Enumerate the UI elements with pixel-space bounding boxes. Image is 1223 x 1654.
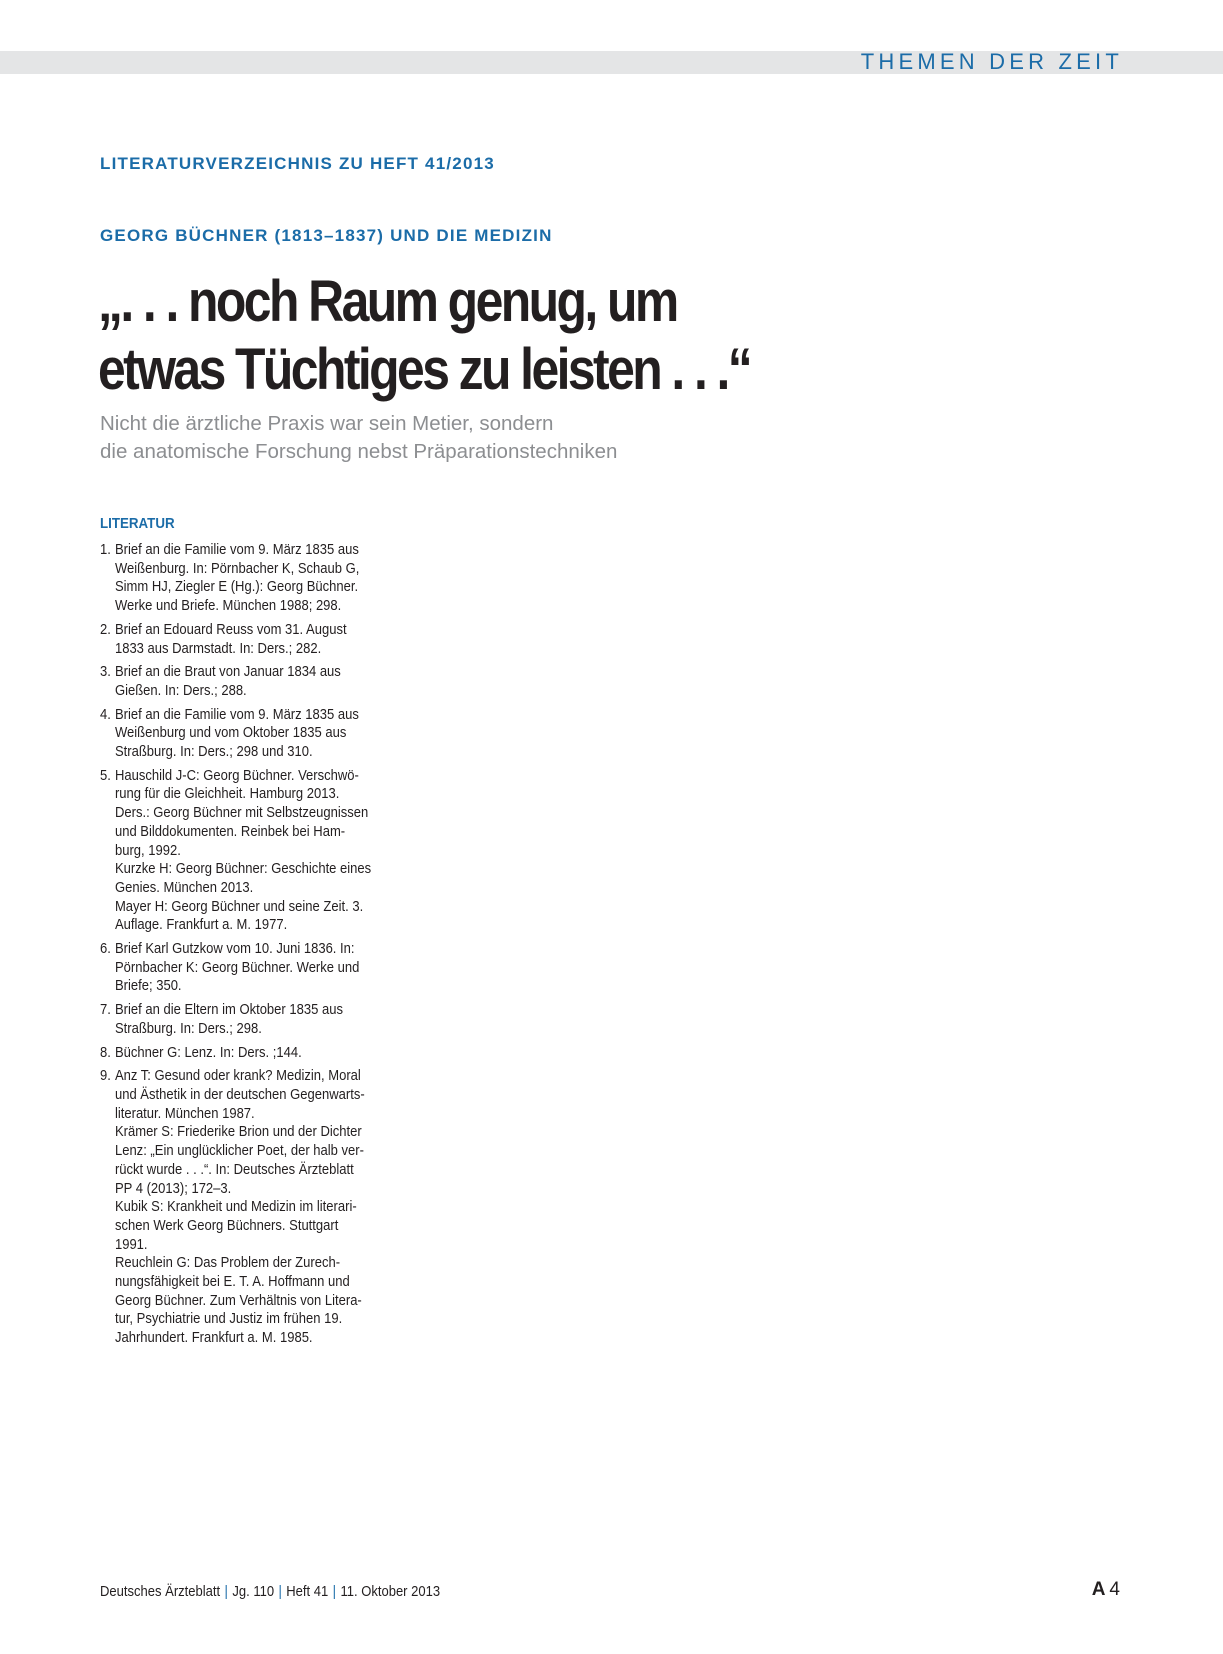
reference-item — [100, 541, 364, 616]
reference-number: 2. — [100, 621, 111, 638]
reference-number: 9. — [100, 1068, 111, 1085]
journal-issue: Heft 41 — [286, 1584, 329, 1600]
reference-text-line: literatur. München 1987. — [114, 1105, 255, 1122]
reference-text-line: Kurzke H: Georg Büchner: Geschichte eines — [114, 861, 372, 878]
reference-text-line: Brief an die Familie vom 9. März 1835 aus — [114, 542, 359, 558]
reference-text-line: Brief Karl Gutzkow vom 10. Juni 1836. In: — [114, 941, 355, 958]
reference-text-line: Brief an Edouard Reuss vom 31. August — [114, 621, 347, 638]
reference-list — [100, 541, 372, 1353]
reference-text-line: Brief an die Eltern im Oktober 1835 aus — [114, 1002, 343, 1019]
reference-text-line: Büchner G: Lenz. In: Ders. ;144. — [114, 1044, 302, 1061]
reference-text-line: und Ästhetik in der deutschen Gegenwarts- — [114, 1086, 365, 1103]
reference-text-line: rung für die Gleichheit. Hamburg 2013. — [114, 786, 340, 803]
topic-kicker: GEORG BÜCHNER (1813–1837) UND DIE MEDIZIN — [100, 226, 553, 245]
reference-number: 4. — [100, 706, 111, 723]
reference-text-line: Werke und Briefe. München 1988; 298. — [114, 598, 342, 615]
reference-text-line: und Bilddokumenten. Reinbek bei Ham- — [114, 823, 346, 840]
reference-text-line: Lenz: „Ein unglücklicher Poet, der halb ver- — [114, 1143, 364, 1160]
reference-text-line: Jahrhundert. Frankfurt a. M. 1985. — [114, 1330, 313, 1347]
journal-date: 11. Oktober 2013 — [340, 1584, 441, 1600]
subtitle-line: Nicht die ärztliche Praxis war sein Metier, sondern — [100, 412, 554, 435]
reference-text-line: nungsfähigkeit bei E. T. A. Hoffmann und — [114, 1274, 350, 1291]
reference-text-line: rückt wurde . . .“. In: Deutsches Ärzteblatt — [114, 1161, 354, 1178]
reference-text-line: Brief an die Familie vom 9. März 1835 aus — [114, 706, 359, 723]
footer-citation — [100, 1582, 440, 1602]
reference-number: 8. — [100, 1044, 111, 1061]
reference-text-line: Weißenburg. In: Pörnbacher K, Schaub G, — [114, 560, 360, 577]
page-number-value: 4 — [1109, 1579, 1120, 1600]
reference-text-line: 1991. — [114, 1236, 148, 1253]
reference-text-line: PP 4 (2013); 172–3. — [114, 1180, 232, 1197]
reference-text-line: burg, 1992. — [114, 842, 181, 859]
headline-line: „. . . noch Raum genug, um — [98, 269, 677, 334]
reference-text-line: Straßburg. In: Ders.; 298 und 310. — [114, 744, 313, 761]
reference-text-line: Brief an die Braut von Januar 1834 aus — [114, 664, 341, 681]
reference-item — [100, 767, 372, 935]
index-kicker: LITERATURVERZEICHNIS ZU HEFT 41/2013 — [100, 154, 495, 173]
reference-item — [100, 1067, 364, 1348]
subtitle — [100, 410, 617, 466]
subtitle-line: die anatomische Forschung nebst Präparationstechniken — [100, 440, 618, 463]
headline-line: etwas Tüchtiges zu leisten . . .“ — [98, 337, 751, 402]
reference-item — [100, 1001, 364, 1038]
headline — [98, 268, 750, 404]
reference-text-line: Briefe; 350. — [114, 978, 182, 995]
section-label: THEMEN DER ZEIT — [860, 49, 1123, 74]
reference-text-line: 1833 aus Darmstadt. In: Ders.; 282. — [114, 640, 322, 657]
reference-text-line: Genies. München 2013. — [114, 879, 254, 896]
reference-text-line: Krämer S: Friederike Brion und der Dichter — [114, 1124, 362, 1141]
reference-text-line: schen Werk Georg Büchners. Stuttgart — [114, 1217, 339, 1234]
page-prefix: A — [1091, 1579, 1106, 1600]
reference-number: 7. — [100, 1002, 111, 1019]
reference-text-line: Weißenburg und vom Oktober 1835 aus — [114, 725, 347, 742]
reference-text-line: Anz T: Gesund oder krank? Medizin, Moral — [114, 1068, 361, 1085]
reference-number: 6. — [100, 941, 111, 958]
reference-number: 1. — [100, 542, 111, 558]
reference-text-line: Hauschild J-C: Georg Büchner. Verschwö- — [114, 767, 359, 784]
reference-text-line: Ders.: Georg Büchner mit Selbstzeugnissen — [114, 805, 369, 822]
journal-volume: Jg. 110 — [232, 1584, 275, 1600]
reference-number: 3. — [100, 664, 111, 681]
literature-heading: LITERATUR — [100, 516, 175, 532]
reference-text-line: Simm HJ, Ziegler E (Hg.): Georg Büchner. — [114, 579, 359, 596]
reference-item — [100, 1044, 364, 1063]
footer-separator: | — [224, 1584, 228, 1600]
reference-text-line: Gießen. In: Ders.; 288. — [114, 682, 247, 699]
reference-item — [100, 940, 364, 996]
reference-text-line: Pörnbacher K: Georg Büchner. Werke und — [114, 959, 360, 976]
journal-name: Deutsches Ärzteblatt — [100, 1584, 221, 1600]
reference-item — [100, 706, 364, 762]
reference-text-line: Mayer H: Georg Büchner und seine Zeit. 3. — [114, 898, 364, 915]
page-number — [1092, 1578, 1120, 1602]
reference-text-line: tur, Psychiatrie und Justiz im frühen 19. — [114, 1311, 343, 1328]
reference-item — [100, 663, 364, 700]
reference-item — [100, 621, 364, 658]
footer-separator: | — [278, 1584, 282, 1600]
reference-text-line: Reuchlein G: Das Problem der Zurech- — [114, 1255, 341, 1272]
reference-text-line: Kubik S: Krankheit und Medizin im literari- — [114, 1199, 357, 1216]
footer-separator: | — [332, 1584, 337, 1600]
reference-text-line: Georg Büchner. Zum Verhältnis von Litera- — [114, 1292, 362, 1309]
reference-text-line: Auflage. Frankfurt a. M. 1977. — [114, 917, 288, 934]
reference-number: 5. — [100, 767, 111, 784]
reference-text-line: Straßburg. In: Ders.; 298. — [114, 1020, 262, 1037]
